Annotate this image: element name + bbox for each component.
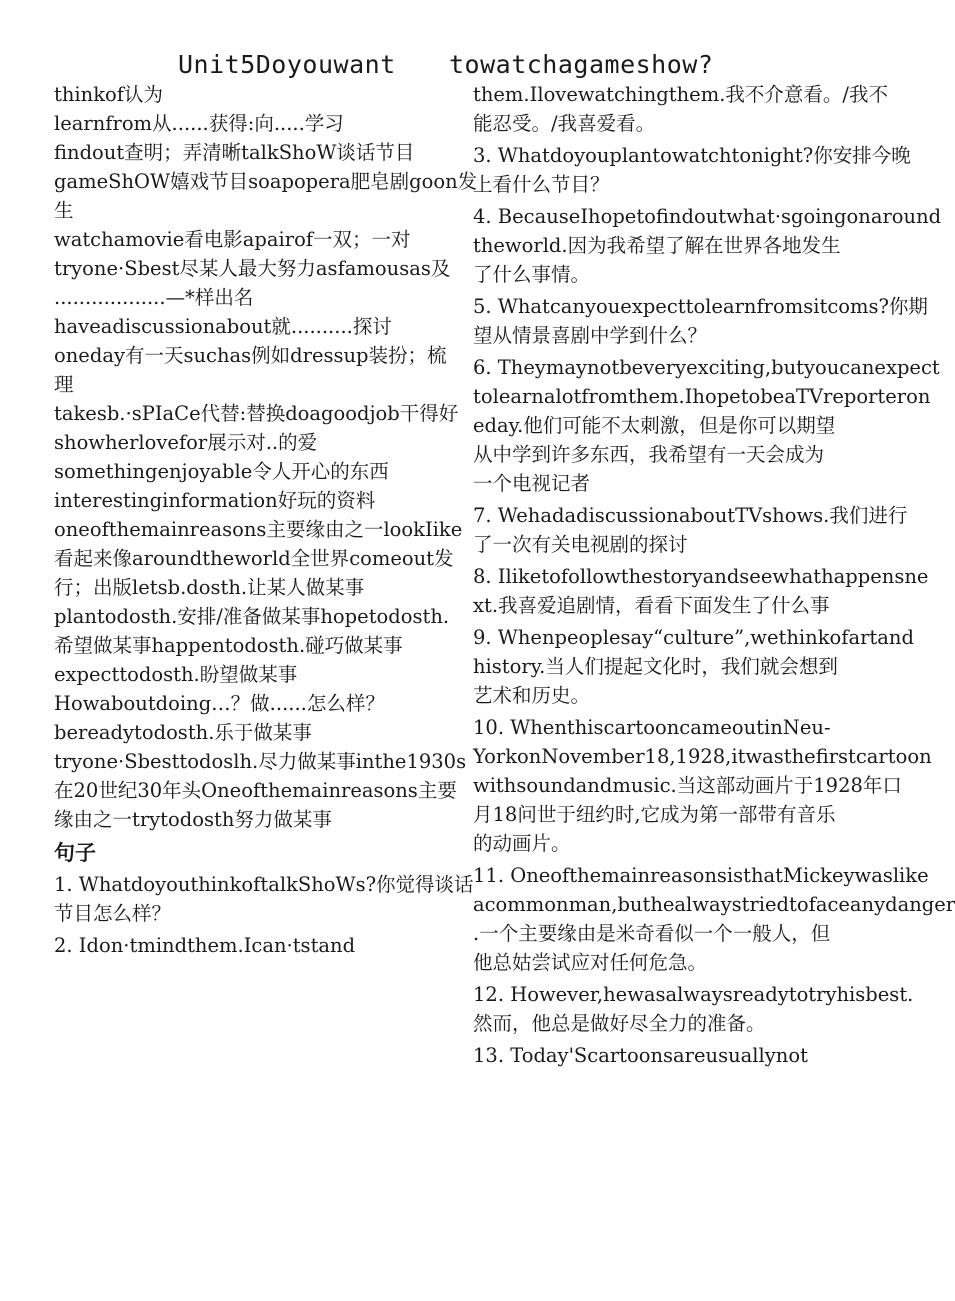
sentence-line: 9. Whenpeoplesay“culture”,wethinkofartand <box>473 626 914 649</box>
phrase-line: takesb.·sPIaCe代替:替换doagoodjob干得好 <box>54 402 459 425</box>
sentence-item <box>473 980 914 1038</box>
sentence-line: YorkonNovember18,1928,itwasthefirstcartoon <box>473 745 932 768</box>
sentence-item <box>473 80 888 138</box>
sentence-line: 1. WhatdoyouthinkoftalkShoWs?你觉得谈话 <box>54 873 474 896</box>
sentence-item <box>473 1041 873 1070</box>
phrase-line: 生 <box>54 199 74 222</box>
phrase-line: plantodosth.安排/准备做某事hopetodosth. <box>54 605 450 628</box>
sentence-item <box>54 870 474 928</box>
sentence-line: history.当人们提起文化时，我们就会想到 <box>473 655 838 678</box>
phrase-line: oneofthemainreasons主要缘由之一lookIike <box>54 518 463 541</box>
page-title-part1: Unit5Doyouwant <box>178 50 396 79</box>
sentence-line: 7. WehadadiscussionaboutTVshows.我们进行 <box>473 504 908 527</box>
phrase-line: oneday有一天suchas例如dressup装扮；梳 <box>54 344 447 367</box>
sentence-item <box>473 562 929 620</box>
phrase-line: tryone·Sbest尽某人最大努力asfamousas及 <box>54 257 451 280</box>
phrase-line: gameShOW嬉戏节目soapopera肥皂剧goon发 <box>54 170 478 193</box>
sentence-item <box>473 623 914 710</box>
sentence-line: theworld.因为我希望了解在世界各地发生 <box>473 234 841 257</box>
sentences-heading: 句子 <box>54 840 96 865</box>
sentence-line: 从中学到许多东西，我希望有一天会成为 <box>473 443 825 466</box>
phrase-line: bereadytodosth.乐于做某事 <box>54 721 312 744</box>
sentence-line: 10. WhenthiscartooncameoutinNeu- <box>473 716 831 739</box>
sentence-line: 2. Idon·tmindthem.Ican·tstand <box>54 934 356 957</box>
sentence-line: 上看什么节目？ <box>473 173 610 196</box>
sentence-line: 了什么事情。 <box>473 263 591 286</box>
sentence-item <box>473 292 928 350</box>
phrase-line: 在20世纪30年头Oneofthemainreasons主要 <box>54 779 457 802</box>
sentence-line: 13. Today'Scartoonsareusuallynot <box>473 1044 808 1067</box>
phrase-line: expecttodosth.盼望做某事 <box>54 663 298 686</box>
sentence-item <box>473 202 942 289</box>
phrase-line: 理 <box>54 373 74 396</box>
sentence-line: 月18问世于纽约时,它成为第一部带有音乐 <box>473 803 836 826</box>
sentence-line: them.Ilovewatchingthem.我不介意看。/我不 <box>473 83 888 106</box>
right-column <box>473 80 955 1073</box>
page-title-part2: towatchagameshow? <box>449 50 714 79</box>
phrase-line: thinkof认为 <box>54 83 163 106</box>
phrase-line: 看起来像aroundtheworld全世界comeout发 <box>54 547 454 570</box>
sentence-line: 5. Whatcanyouexpecttolearnfromsitcoms?你期 <box>473 295 928 318</box>
phrase-line: somethingenjoyable令人开心的东西 <box>54 460 389 483</box>
phrase-line: watchamovie看电影apairof一双；一对 <box>54 228 411 251</box>
sentence-line: 的动画片。 <box>473 832 571 855</box>
sentence-line: 能忍受。/我喜爱看。 <box>473 112 656 135</box>
sentence-line: 11. OneofthemainreasonsisthatMickeywaslike <box>473 864 929 887</box>
sentence-item <box>473 353 940 498</box>
phrase-line: findout查明；弄清晰talkShoW谈话节目 <box>54 141 415 164</box>
phrase-line: 行；出版letsb.dosth.让某人做某事 <box>54 576 365 599</box>
phrase-line: learnfrom从......获得:向.....学习 <box>54 112 344 135</box>
phrase-line: showherlovefor展示对..的爱 <box>54 431 318 454</box>
phrase-line: ..................—*样出名 <box>54 286 254 309</box>
left-sentence-list <box>54 870 474 960</box>
sentence-line: tolearnalotfromthem.IhopetobeaTVreporteron <box>473 385 931 408</box>
sentence-line: 艺术和历史。 <box>473 684 591 707</box>
phrase-line: 缘由之一trytodosth努力做某事 <box>54 808 332 831</box>
sentence-item <box>54 931 439 960</box>
right-sentence-list <box>473 80 955 1070</box>
sentence-line: xt.我喜爱追剧情，看看下面发生了什么事 <box>473 594 830 617</box>
sentence-line: 12. However,hewasalwaysreadytotryhisbest. <box>473 983 914 1006</box>
sentence-line: .一个主要缘由是米奇看似一个一般人，但 <box>473 922 831 945</box>
sentence-line: acommonman,buthealwaystriedtofaceanydanger <box>473 893 955 916</box>
sentence-line: 3. Whatdoyouplantowatchtonight?你安排今晚 <box>473 144 911 167</box>
phrase-line: tryone·Sbesttodoslh.尽力做某事inthe1930s <box>54 750 467 773</box>
phrase-line: haveadiscussionabout就..........探讨 <box>54 315 392 338</box>
sentence-line: 6. Theymaynotbeveryexciting,butyoucanexpect <box>473 356 940 379</box>
sentence-line: 然而，他总是做好尽全力的准备。 <box>473 1012 766 1035</box>
sentence-line: 他总姑尝试应对任何危急。 <box>473 951 708 974</box>
sentence-line: 了一次有关电视剧的探讨 <box>473 533 688 556</box>
sentence-line: 8. Iliketofollowthestoryandseewhathappensne <box>473 565 929 588</box>
sentence-item <box>473 141 911 199</box>
phrase-line: interestinginformation好玩的资料 <box>54 489 376 512</box>
sentence-line: eday.他们可能不太刺激，但是你可以期望 <box>473 414 836 437</box>
sentence-line: 4. BecauseIhopetofindoutwhat·sgoingonaround <box>473 205 942 228</box>
sentence-line: 一个电视记者 <box>473 472 591 495</box>
sentence-line: 节目怎么样？ <box>54 902 172 925</box>
left-column <box>54 80 478 963</box>
sentence-line: withsoundandmusic.当这部动画片于1928年口 <box>473 774 902 797</box>
phrase-list <box>54 80 478 834</box>
phrase-line: 希望做某事happentodosth.碰巧做某事 <box>54 634 403 657</box>
sentence-item <box>473 713 932 858</box>
phrase-line: Howaboutdoing…？做......怎么样？ <box>54 692 385 715</box>
sentence-item <box>473 501 908 559</box>
sentence-item <box>473 861 955 977</box>
sentence-line: 望从情景喜剧中学到什么？ <box>473 324 708 347</box>
